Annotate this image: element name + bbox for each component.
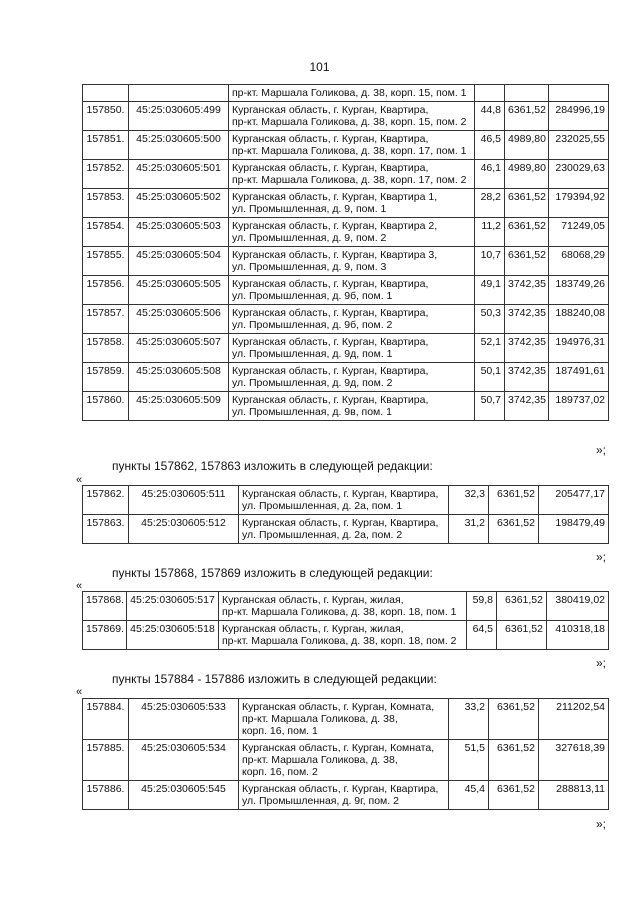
unit-price-cell: 3742,35 [505,392,549,421]
cadastral-number-cell: 45:25:030605:511 [129,486,239,515]
address-cell: Курганская область, г. Курган, Квартира, пр-кт. Маршала Голикова, д. 38, корп. 15, пом. 2 [229,102,475,131]
row-number-cell: 157863. [83,515,129,544]
table-row [83,102,609,131]
unit-price-cell: 3742,35 [505,334,549,363]
row-number-cell: 157854. [83,218,129,247]
table-row [83,276,609,305]
unit-price-cell: 6361,52 [489,781,539,810]
cadastral-cost-cell: 183749,26 [549,276,609,305]
area-cell: 51,5 [449,740,489,781]
cadastral-cost-cell: 327618,39 [539,740,609,781]
address-cell: Курганская область, г. Курган, Квартира, ул. Промышленная, д. 9б, пом. 2 [229,305,475,334]
area-cell: 11,2 [475,218,505,247]
row-number-cell: 157852. [83,160,129,189]
row-number-cell: 157868. [83,592,127,621]
area-cell: 45,4 [449,781,489,810]
address-cell: Курганская область, г. Курган, Комната, пр-кт. Маршала Голикова, д. 38, корп. 16, пом. 2 [239,740,449,781]
area-cell: 50,3 [475,305,505,334]
table-row [83,781,609,810]
unit-price-cell: 3742,35 [505,363,549,392]
row-number-cell: 157860. [83,392,129,421]
cadastral-number-cell: 45:25:030605:512 [129,515,239,544]
area-cell: 33,2 [449,699,489,740]
address-cell: Курганская область, г. Курган, Квартира, ул. Промышленная, д. 2а, пом. 1 [239,486,449,515]
address-cell: Курганская область, г. Курган, Квартира, пр-кт. Маршала Голикова, д. 38, корп. 17, пом. 1 [229,131,475,160]
address-cell: Курганская область, г. Курган, Квартира, ул. Промышленная, д. 9д, пом. 1 [229,334,475,363]
area-cell: 59,8 [467,592,497,621]
cadastral-cost-cell: 198479,49 [539,515,609,544]
address-cell: Курганская область, г. Курган, Квартира 1, ул. Промышленная, д. 9, пом. 1 [229,189,475,218]
closing-quote-2: »; [596,656,607,670]
cadastral-cost-cell: 187491,61 [549,363,609,392]
row-number-cell: 157886. [83,781,129,810]
unit-price-cell: 3742,35 [505,305,549,334]
main-register-table [82,84,609,421]
cadastral-number-cell: 45:25:030605:505 [129,276,229,305]
area-cell: 52,1 [475,334,505,363]
cadastral-cost-cell: 380419,02 [547,592,609,621]
unit-price-cell: 6361,52 [505,189,549,218]
row-number-cell: 157858. [83,334,129,363]
table-row [83,334,609,363]
area-cell: 46,1 [475,160,505,189]
table-row [83,363,609,392]
table-row [83,218,609,247]
area-cell: 50,7 [475,392,505,421]
area-cell: 50,1 [475,363,505,392]
section-1-table [82,485,609,544]
cadastral-cost-cell: 179394,92 [549,189,609,218]
table-row [83,621,609,650]
cadastral-number-cell: 45:25:030605:517 [127,592,219,621]
row-number-cell: 157853. [83,189,129,218]
area-cell: 31,2 [449,515,489,544]
cadastral-number-cell: 45:25:030605:509 [129,392,229,421]
cadastral-number-cell: 45:25:030605:506 [129,305,229,334]
table-row [83,740,609,781]
table-row [83,486,609,515]
address-cell: Курганская область, г. Курган, Квартира, ул. Промышленная, д. 2а, пом. 2 [239,515,449,544]
area-cell: 32,3 [449,486,489,515]
table-row [83,699,609,740]
unit-price-cell: 6361,52 [489,515,539,544]
area-cell: 46,5 [475,131,505,160]
table-row [83,131,609,160]
cadastral-cost-cell: 194976,31 [549,334,609,363]
row-number-cell: 157857. [83,305,129,334]
address-cell: Курганская область, г. Курган, Квартира, ул. Промышленная, д. 9б, пом. 1 [229,276,475,305]
row-number-cell: 157884. [83,699,129,740]
unit-price-cell: 6361,52 [497,592,547,621]
opening-quote-1: « [76,474,83,486]
closing-quote-3: »; [596,817,607,831]
unit-price-cell: 6361,52 [505,218,549,247]
area-cell: 44,8 [475,102,505,131]
cadastral-number-cell: 45:25:030605:534 [129,740,239,781]
area-cell [475,85,505,102]
cadastral-number-cell: 45:25:030605:533 [129,699,239,740]
address-cell: Курганская область, г. Курган, Квартира, пр-кт. Маршала Голикова, д. 38, корп. 17, пом. 2 [229,160,475,189]
address-cell: Курганская область, г. Курган, Квартира, ул. Промышленная, д. 9д, пом. 2 [229,363,475,392]
page-number: 101 [309,60,330,74]
table-row [83,515,609,544]
table-row [83,85,609,102]
area-cell: 49,1 [475,276,505,305]
unit-price-cell: 6361,52 [489,740,539,781]
address-cell: Курганская область, г. Курган, Квартира, ул. Промышленная, д. 9в, пом. 1 [229,392,475,421]
cadastral-number-cell: 45:25:030605:501 [129,160,229,189]
table-row [83,392,609,421]
opening-quote-2: « [76,580,83,592]
section-heading-1: пункты 157862, 157863 изложить в следующей редакции: [112,459,433,473]
cadastral-number-cell: 45:25:030605:508 [129,363,229,392]
address-cell: Курганская область, г. Курган, жилая, пр-кт. Маршала Голикова, д. 38, корп. 18, пом. 2 [219,621,467,650]
row-number-cell [83,85,129,102]
unit-price-cell: 6361,52 [489,699,539,740]
row-number-cell: 157851. [83,131,129,160]
cadastral-number-cell: 45:25:030605:545 [129,781,239,810]
cadastral-number-cell: 45:25:030605:504 [129,247,229,276]
cadastral-number-cell: 45:25:030605:518 [127,621,219,650]
cadastral-cost-cell: 71249,05 [549,218,609,247]
unit-price-cell: 4989,80 [505,160,549,189]
table-row [83,189,609,218]
cadastral-number-cell: 45:25:030605:507 [129,334,229,363]
closing-quote-1: »; [596,550,607,564]
section-3-table [82,698,609,810]
table-row [83,305,609,334]
cadastral-cost-cell: 68068,29 [549,247,609,276]
address-cell: Курганская область, г. Курган, Квартира 2, ул. Промышленная, д. 9, пом. 2 [229,218,475,247]
cadastral-cost-cell [549,85,609,102]
address-cell: пр-кт. Маршала Голикова, д. 38, корп. 15, пом. 1 [229,85,475,102]
section-2-table [82,591,609,650]
address-cell: Курганская область, г. Курган, Квартира, ул. Промышленная, д. 9г, пом. 2 [239,781,449,810]
cadastral-number-cell: 45:25:030605:499 [129,102,229,131]
row-number-cell: 157850. [83,102,129,131]
row-number-cell: 157885. [83,740,129,781]
unit-price-cell: 6361,52 [505,247,549,276]
opening-quote-3: « [76,686,83,698]
section-heading-2: пункты 157868, 157869 изложить в следующей редакции: [112,566,433,580]
cadastral-cost-cell: 284996,19 [549,102,609,131]
cadastral-number-cell: 45:25:030605:500 [129,131,229,160]
cadastral-cost-cell: 410318,18 [547,621,609,650]
cadastral-cost-cell: 288813,11 [539,781,609,810]
row-number-cell: 157855. [83,247,129,276]
unit-price-cell: 3742,35 [505,276,549,305]
cadastral-cost-cell: 232025,55 [549,131,609,160]
address-cell: Курганская область, г. Курган, жилая, пр-кт. Маршала Голикова, д. 38, корп. 18, пом. 1 [219,592,467,621]
section-heading-3: пункты 157884 - 157886 изложить в следующей редакции: [112,672,437,686]
cadastral-cost-cell: 211202,54 [539,699,609,740]
unit-price-cell [505,85,549,102]
area-cell: 10,7 [475,247,505,276]
unit-price-cell: 6361,52 [497,621,547,650]
cadastral-number-cell: 45:25:030605:502 [129,189,229,218]
unit-price-cell: 6361,52 [505,102,549,131]
area-cell: 64,5 [467,621,497,650]
cadastral-cost-cell: 230029,63 [549,160,609,189]
row-number-cell: 157869. [83,621,127,650]
cadastral-number-cell: 45:25:030605:503 [129,218,229,247]
cadastral-number-cell [129,85,229,102]
row-number-cell: 157862. [83,486,129,515]
table-row [83,247,609,276]
unit-price-cell: 4989,80 [505,131,549,160]
row-number-cell: 157856. [83,276,129,305]
address-cell: Курганская область, г. Курган, Комната, пр-кт. Маршала Голикова, д. 38, корп. 16, пом. 1 [239,699,449,740]
address-cell: Курганская область, г. Курган, Квартира 3, ул. Промышленная, д. 9, пом. 3 [229,247,475,276]
cadastral-cost-cell: 205477,17 [539,486,609,515]
table-row [83,592,609,621]
table-row [83,160,609,189]
area-cell: 28,2 [475,189,505,218]
row-number-cell: 157859. [83,363,129,392]
unit-price-cell: 6361,52 [489,486,539,515]
cadastral-cost-cell: 189737,02 [549,392,609,421]
closing-quote: »; [596,443,607,457]
cadastral-cost-cell: 188240,08 [549,305,609,334]
